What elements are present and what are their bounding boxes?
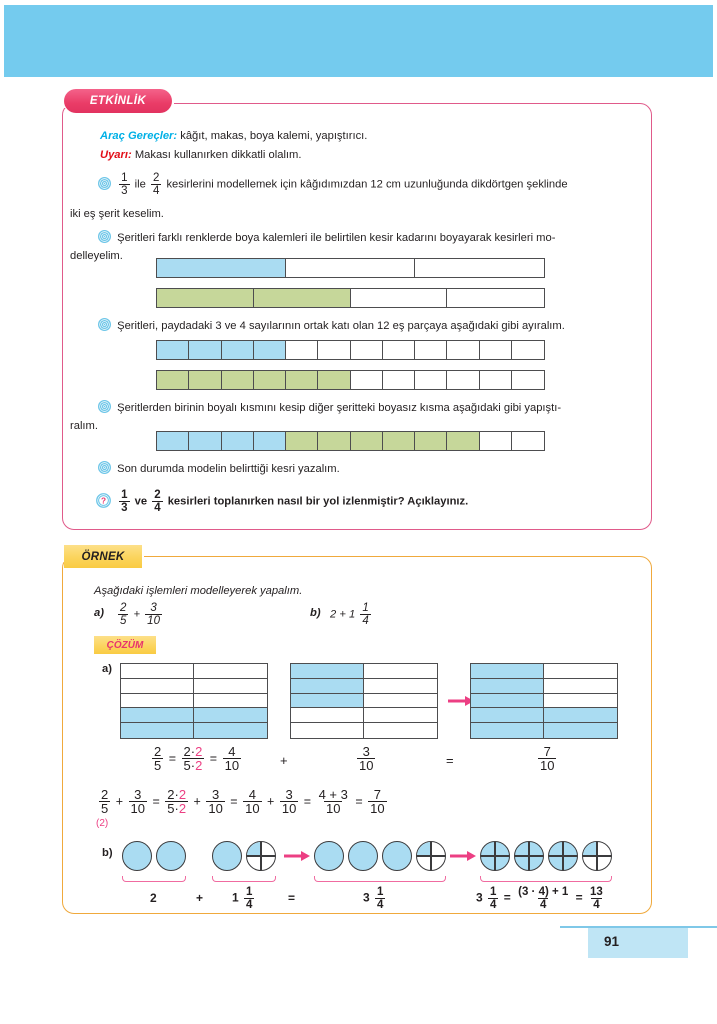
group1-caption: 2 xyxy=(150,891,157,905)
strip-twelfths-blue xyxy=(156,340,545,360)
eq-term-8: $\frac{7}{10}$ xyxy=(370,786,385,817)
solution-a-equation xyxy=(97,788,389,816)
step1-fraction-2: $\frac{2}{4}$ xyxy=(152,171,160,197)
group3-caption xyxy=(363,886,387,911)
step5-text: Son durumda modelin belirttiği kesri yazalım. xyxy=(117,463,340,475)
divider-horizontal xyxy=(515,855,543,857)
activity-step-1-wrap: iki eş şerit keselim. xyxy=(70,208,164,220)
circle-quartered-full xyxy=(514,841,544,871)
multiplier-note: (2) xyxy=(96,818,109,829)
page-number: 91 xyxy=(604,934,620,949)
eq-term-3: $\frac{2\cdot 2}{5\cdot 2}$ xyxy=(167,786,187,817)
solution-a-caption-2 xyxy=(355,745,377,773)
warning-label: Uyarı: xyxy=(100,149,132,161)
solution-a-caption-3 xyxy=(536,745,558,773)
divider-horizontal xyxy=(247,855,275,857)
warning-line xyxy=(100,147,301,163)
circle-quartered-one-filled xyxy=(416,841,446,871)
problem-b-fraction: $\frac{1}{4}$ xyxy=(362,601,369,627)
activity-step-4 xyxy=(98,400,648,416)
question-bullet-icon xyxy=(96,493,111,508)
divider-horizontal xyxy=(417,855,445,857)
solution-tag: ÇÖZÜM xyxy=(94,636,156,654)
divider-horizontal xyxy=(583,855,611,857)
question-mid: ve xyxy=(134,495,148,508)
strip-fourths xyxy=(156,288,545,308)
step1-mid: ile xyxy=(134,178,146,191)
caption1-eq-1: = xyxy=(168,751,177,766)
group3-whole: 3 xyxy=(363,890,370,905)
materials-text: kâğıt, makas, boya kalemi, yapıştırıcı. xyxy=(180,130,368,142)
divider-horizontal xyxy=(549,855,577,857)
step1-fraction-1: $\frac{1}{3}$ xyxy=(121,171,128,197)
transform-arrow-icon-b1 xyxy=(284,849,310,868)
group4-eq-1: = xyxy=(503,890,511,905)
materials-line xyxy=(100,128,367,144)
group4-result: $\frac{13}{4}$ xyxy=(590,885,603,911)
activity-step-4-wrap: ralım. xyxy=(70,420,98,432)
activity-step-2-wrap: delleyelim. xyxy=(70,250,123,262)
problem-b-label: b) xyxy=(310,607,321,619)
solution-a-grid-3 xyxy=(470,663,618,739)
brace-group-4 xyxy=(480,876,612,882)
question-text: kesirleri toplanırken nasıl bir yol izlenmiştir? Açıklayınız. xyxy=(167,495,469,508)
problem-a-fraction-1: $\frac{2}{5}$ xyxy=(120,601,127,627)
problem-a-expression xyxy=(116,602,164,627)
group4-eq-2: = xyxy=(575,890,583,905)
target-bullet-icon xyxy=(98,318,111,331)
question-fraction-1: $\frac{1}{3}$ xyxy=(121,488,128,514)
brace-group-1 xyxy=(122,876,186,882)
transform-arrow-icon-b2 xyxy=(450,849,476,868)
eq-term-6: $\frac{3}{10}$ xyxy=(281,786,297,817)
group2-whole: 1 xyxy=(232,890,239,905)
target-bullet-icon xyxy=(98,230,111,243)
circle-whole xyxy=(348,841,378,871)
brace-group-3 xyxy=(314,876,446,882)
strip-thirds xyxy=(156,258,545,278)
page-header-band xyxy=(4,5,713,77)
solution-b-op-2: = xyxy=(288,891,296,905)
example-tag: ÖRNEK xyxy=(64,545,142,568)
problem-a-operator: + xyxy=(133,608,141,621)
problem-a-label: a) xyxy=(94,607,104,619)
eq-equals-2: = xyxy=(230,794,238,809)
solution-b-op-1: + xyxy=(196,891,204,905)
circle-whole xyxy=(382,841,412,871)
activity-tag: ETKİNLİK xyxy=(64,89,172,113)
caption3-fraction: $\frac{7}{10}$ xyxy=(540,743,555,774)
materials-label: Araç Gereçler: xyxy=(100,130,178,142)
question-fraction-2: $\frac{2}{4}$ xyxy=(154,488,161,514)
step3-text: Şeritleri, paydadaki 3 ve 4 sayılarının ortak katı olan 12 eş parçaya aşağıdaki gibi ayıralım. xyxy=(117,320,565,332)
circle-quartered-one-filled xyxy=(246,841,276,871)
circle-quartered-one-filled xyxy=(582,841,612,871)
circle-quartered-full xyxy=(548,841,578,871)
problem-a-fraction-2: $\frac{3}{10}$ xyxy=(147,601,160,627)
activity-step-2 xyxy=(98,230,646,246)
svg-text:?: ? xyxy=(100,496,107,506)
strip-combined xyxy=(156,431,545,451)
circle-whole xyxy=(314,841,344,871)
eq-equals-4: = xyxy=(355,794,363,809)
strip-twelfths-green xyxy=(156,370,545,390)
step1-text: kesirlerini modellemek için kâğıdımızdan 12 cm uzunluğunda dikdörtgen şeklinde xyxy=(166,178,568,191)
group4-caption xyxy=(476,886,607,911)
solution-a-caption-1 xyxy=(150,745,243,773)
group4-fraction: $\frac{1}{4}$ xyxy=(490,885,497,911)
caption1-fraction-1: $\frac{2}{5}$ xyxy=(154,743,162,774)
activity-step-1 xyxy=(98,172,643,197)
caption1-fraction-3: $\frac{4}{10}$ xyxy=(224,743,240,774)
step4-text: Şeritlerden birinin boyalı kısmını kesip diğer şeritteki boyasız kısma aşağıdaki gibi yapıştı- xyxy=(117,402,562,414)
activity-question xyxy=(96,489,468,514)
eq-op-3: + xyxy=(267,794,275,809)
group2-caption xyxy=(232,886,256,911)
solution-a-grid-2 xyxy=(290,663,438,739)
problem-b-whole-1: 2 xyxy=(330,608,337,621)
divider-horizontal xyxy=(481,855,509,857)
group3-fraction: $\frac{1}{4}$ xyxy=(377,885,384,911)
solution-a-label: a) xyxy=(102,663,112,675)
target-bullet-icon xyxy=(98,400,111,413)
target-bullet-icon xyxy=(98,177,111,190)
solution-a-equals: = xyxy=(446,753,454,768)
problem-b-expression xyxy=(330,602,373,627)
warning-text: Makası kullanırken dikkatli olalım. xyxy=(134,149,302,161)
eq-op-2: + xyxy=(193,794,201,809)
problem-b-operator: + xyxy=(339,608,346,621)
eq-term-5: $\frac{4}{10}$ xyxy=(245,786,260,817)
circle-whole xyxy=(122,841,152,871)
eq-term-1: $\frac{2}{5}$ xyxy=(101,786,109,817)
caption1-eq-2: = xyxy=(209,751,218,766)
problem-b-whole-2: 1 xyxy=(349,608,356,621)
solution-a-plus: + xyxy=(280,753,288,768)
eq-term-7: $\frac{4 + 3}{10}$ xyxy=(318,786,348,817)
activity-step-3 xyxy=(98,318,646,334)
page-number-background xyxy=(588,928,688,958)
target-bullet-icon xyxy=(98,461,111,474)
solution-a-grid-1 xyxy=(120,663,268,739)
circle-whole xyxy=(156,841,186,871)
caption1-fraction-2: $\frac{2\cdot 2}{5\cdot 2}$ xyxy=(183,743,203,774)
circle-whole xyxy=(212,841,242,871)
eq-equals-3: = xyxy=(303,794,312,809)
activity-step-5 xyxy=(98,461,340,477)
circle-quartered-full xyxy=(480,841,510,871)
eq-term-2: $\frac{3}{10}$ xyxy=(130,786,145,817)
group4-whole: 3 xyxy=(476,890,483,905)
group4-expression: $\frac{(3 \cdot 4) + 1}{4}$ xyxy=(518,885,569,911)
example-intro: Aşağıdaki işlemleri modelleyerek yapalım. xyxy=(94,585,303,597)
eq-equals-1: = xyxy=(152,794,160,809)
step2-text: Şeritleri farklı renklerde boya kalemleri ile belirtilen kesir kadarını boyayarak kesirleri mo- xyxy=(117,232,556,244)
brace-group-2 xyxy=(212,876,276,882)
eq-op-1: + xyxy=(115,794,124,809)
caption2-fraction: $\frac{3}{10}$ xyxy=(359,743,374,774)
group2-fraction: $\frac{1}{4}$ xyxy=(246,885,253,911)
eq-term-4: $\frac{3}{10}$ xyxy=(208,786,223,817)
solution-b-label: b) xyxy=(102,847,113,859)
